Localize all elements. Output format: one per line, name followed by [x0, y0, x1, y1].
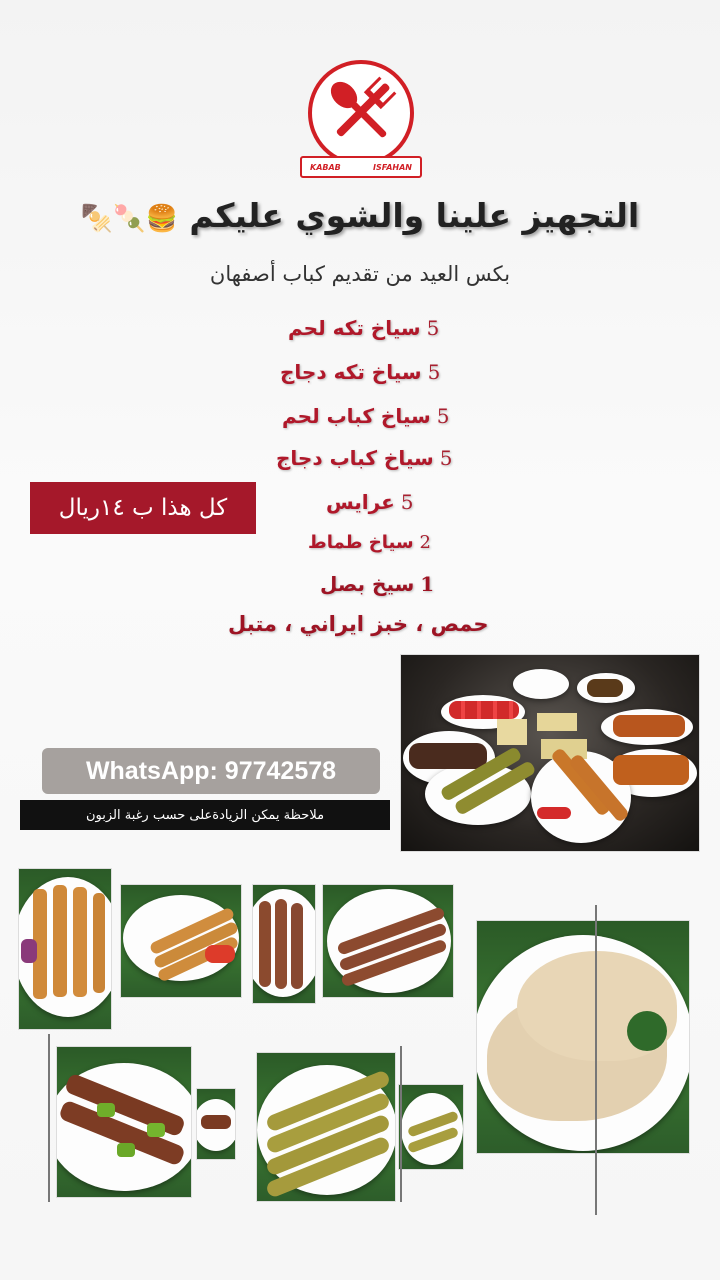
- chicken-tikka-photo: [18, 868, 112, 1030]
- logo-left-text: KABAB: [310, 162, 341, 172]
- menu-item: [320, 572, 434, 596]
- item-count: 5: [436, 404, 450, 428]
- logo-right-text: ISFAHAN: [373, 162, 412, 172]
- collage-divider: [48, 1034, 50, 1202]
- whatsapp-contact[interactable]: WhatsApp: 97742578: [42, 748, 380, 794]
- collage-divider: [595, 905, 597, 1215]
- item-count: 5: [426, 316, 440, 340]
- menu-item: [276, 446, 452, 470]
- title-text: التجهيز علينا والشوي عليكم: [189, 196, 640, 235]
- collage-divider: [400, 1046, 402, 1202]
- logo-ring: [308, 60, 414, 166]
- platter-photo: [400, 654, 700, 852]
- logo-ribbon: [300, 156, 422, 178]
- item-count: 5: [427, 360, 441, 384]
- item-name: سياخ طماط: [308, 532, 414, 553]
- chicken-kabab-green-photo: [256, 1052, 396, 1202]
- price-banner: كل هذا ب ١٤ريال: [30, 482, 256, 534]
- note-banner: ملاحظة يمكن الزيادةعلى حسب رغبة الزبون: [20, 800, 390, 830]
- small-tikka-photo: [196, 1088, 236, 1160]
- lamb-kabab-plate-photo: [322, 884, 454, 998]
- food-emoji-icons: 🍔🍡🍢: [80, 204, 178, 234]
- item-count: 2: [419, 532, 431, 553]
- iranian-bread-photo: [476, 920, 690, 1154]
- item-count: 5: [400, 490, 414, 514]
- subtitle: بكس العيد من تقديم كباب أصفهان: [209, 262, 511, 286]
- item-name: سياخ كباب لحم: [282, 404, 431, 428]
- item-count: 5: [439, 446, 453, 470]
- item-name: سيخ بصل: [320, 572, 415, 596]
- small-chicken-kabab-photo: [398, 1084, 464, 1170]
- item-count: 1: [420, 572, 435, 596]
- item-name: عرايس: [326, 490, 395, 514]
- lamb-tikka-pepper-photo: [56, 1046, 192, 1198]
- menu-item: [326, 490, 413, 514]
- kabab-isfahan-logo: [300, 60, 422, 182]
- item-name: سياخ تكه دجاج: [280, 360, 422, 384]
- fork-spoon-icon: [312, 64, 410, 162]
- item-name: سياخ كباب دجاج: [276, 446, 434, 470]
- item-name: حمص ، خبز ايراني ، متبل: [228, 612, 489, 636]
- lamb-kabab-photo: [252, 884, 316, 1004]
- page-title: [30, 186, 690, 246]
- menu-item: [308, 532, 431, 553]
- item-name: سياخ تكه لحم: [288, 316, 421, 340]
- menu-item: [288, 316, 439, 340]
- menu-item: [280, 360, 440, 384]
- menu-item: [282, 404, 449, 428]
- chicken-kabab-photo: [120, 884, 242, 998]
- menu-item: [228, 612, 489, 636]
